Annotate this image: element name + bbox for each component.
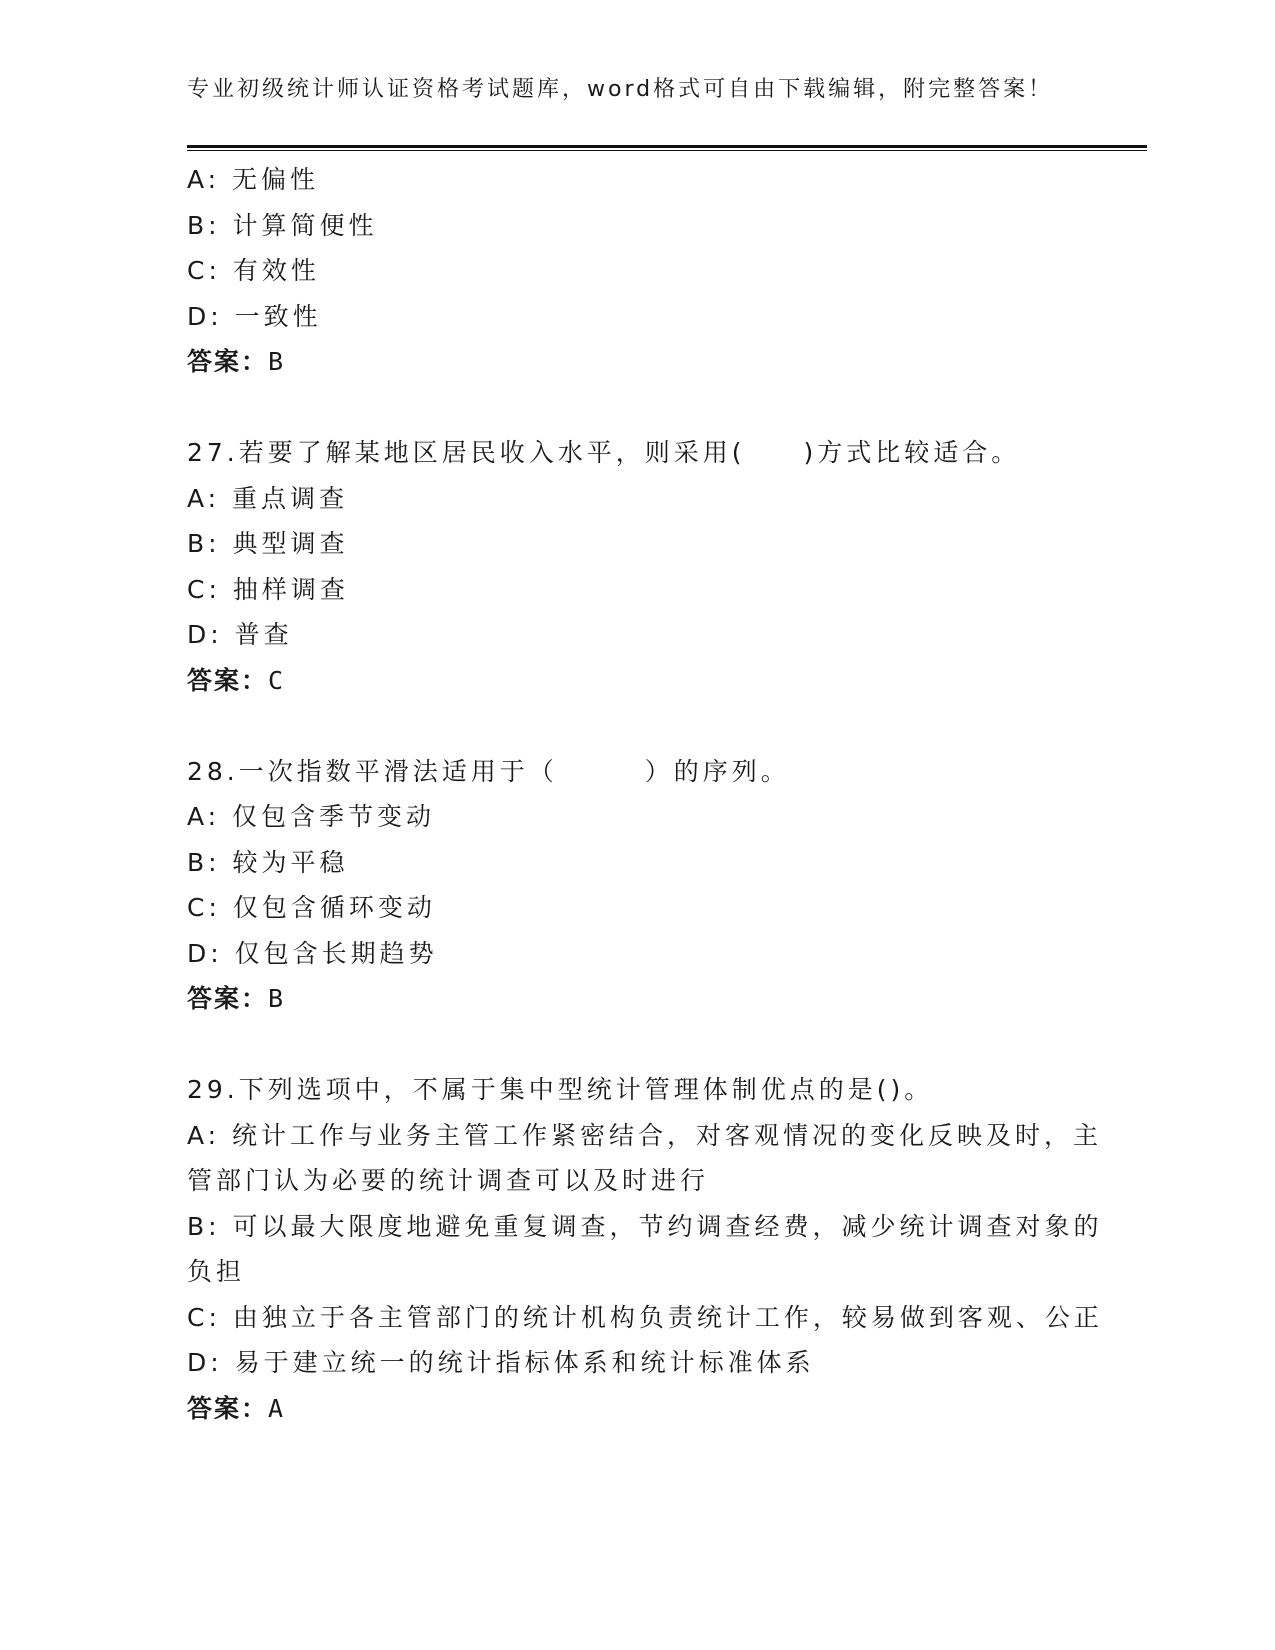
answer-line: [187, 658, 1107, 704]
answer-line: [187, 976, 1107, 1022]
answer-label: 答案：: [187, 347, 269, 376]
answer-value: B: [268, 984, 286, 1013]
question-26: [187, 157, 1107, 385]
option-a: A: 无偏性: [187, 165, 320, 194]
option-a: A: 重点调查: [187, 483, 349, 513]
answer-line: [187, 339, 1107, 385]
answer-value: C: [268, 665, 286, 695]
question-stem: 29.下列选项中，不属于集中型统计管理体制优点的是()。: [187, 1075, 934, 1104]
option-d: D: 一致性: [187, 301, 322, 331]
answer-value: A: [268, 1393, 286, 1423]
option-c: C: 由独立于各主管部门的统计机构负责统计工作，较易做到客观、公正: [187, 1302, 1103, 1332]
question-content: [187, 157, 1107, 1431]
answer-line: [187, 1386, 1107, 1432]
answer-label: 答案：: [187, 665, 269, 695]
answer-value: B: [268, 347, 286, 376]
question-27: [187, 430, 1107, 703]
option-a: A: 仅包含季节变动: [187, 802, 436, 831]
question-28: [187, 749, 1107, 1022]
option-b: B: 可以最大限度地避免重复调查，节约调查经费，减少统计调查对象的负担: [187, 1211, 1103, 1286]
header-rule-thin: [187, 150, 1147, 151]
option-b: B: 较为平稳: [187, 847, 349, 877]
option-b: B: 典型调查: [187, 529, 349, 558]
option-d: D: 普查: [187, 620, 293, 649]
page-header: 专业初级统计师认证资格考试题库，word格式可自由下载编辑，附完整答案！: [187, 77, 1054, 102]
option-c: C: 有效性: [187, 256, 320, 285]
answer-label: 答案：: [187, 984, 269, 1013]
question-stem: 28.一次指数平滑法适用于（ ）的序列。: [187, 756, 790, 786]
option-c: C: 仅包含循环变动: [187, 893, 436, 922]
option-a: A: 统计工作与业务主管工作紧密结合，对客观情况的变化反映及时，主管部门认为必要的统计调查可以及时进行: [187, 1120, 1103, 1195]
answer-label: 答案：: [187, 1393, 269, 1423]
option-c: C: 抽样调查: [187, 574, 349, 604]
question-29: [187, 1067, 1107, 1431]
header-rule-thick: [187, 145, 1147, 148]
option-d: D: 仅包含长期趋势: [187, 938, 438, 968]
question-stem: 27.若要了解某地区居民收入水平，则采用( )方式比较适合。: [187, 438, 1021, 467]
option-b: B: 计算简便性: [187, 210, 378, 240]
option-d: D: 易于建立统一的统计指标体系和统计标准体系: [187, 1348, 815, 1377]
